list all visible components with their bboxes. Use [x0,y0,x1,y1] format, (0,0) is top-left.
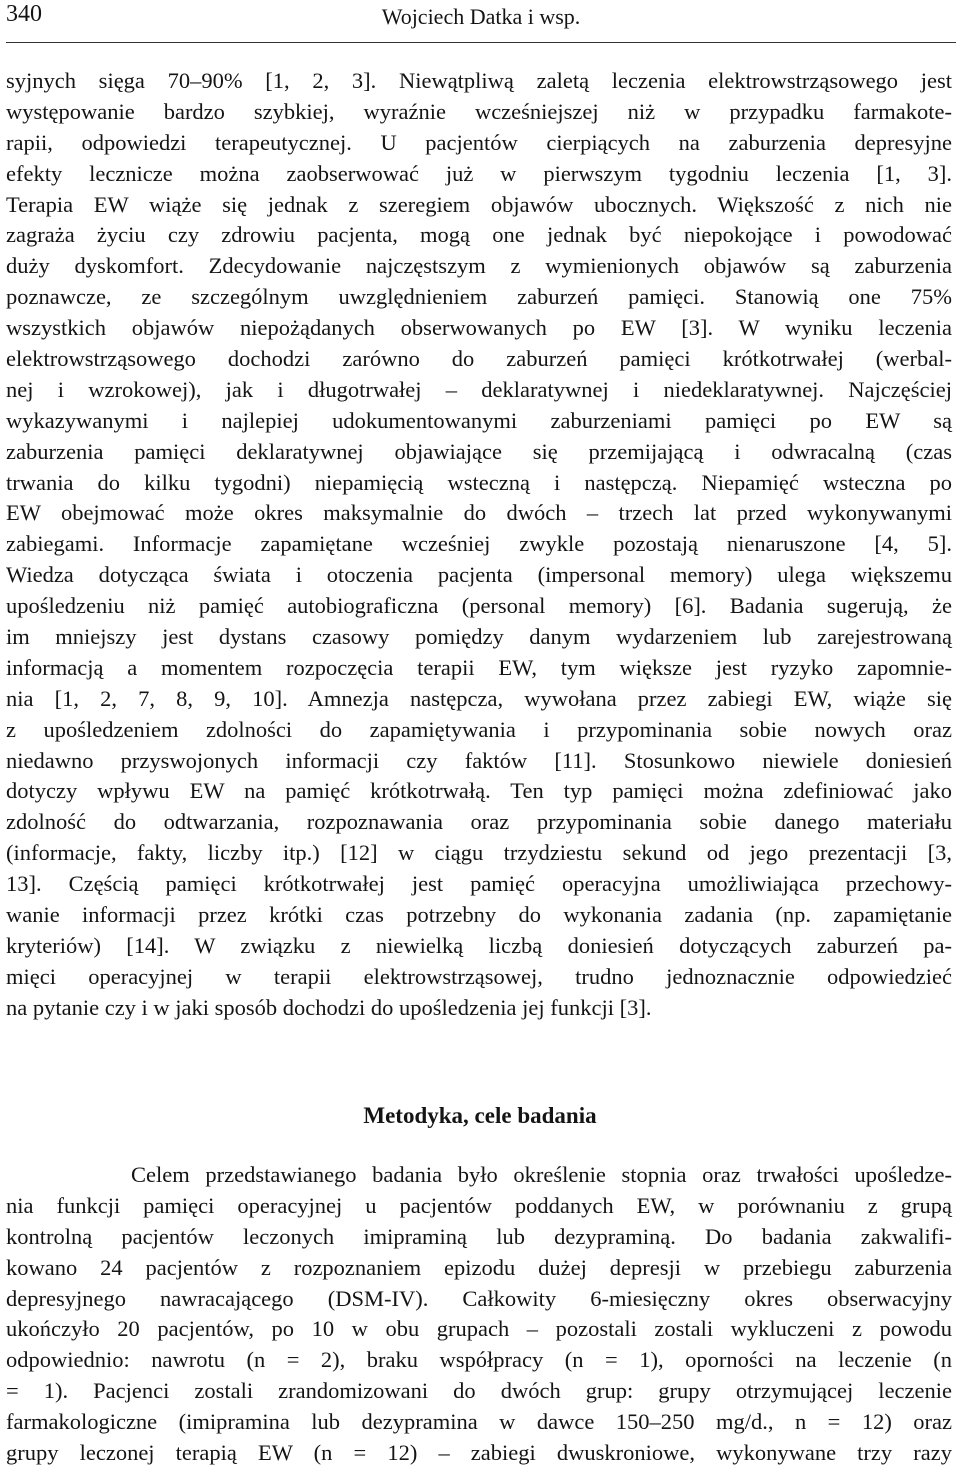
text-line: ukończyło 20 pacjentów, po 10 w obu grupach – pozostali zostali wykluczeni z powodu [6,1316,952,1342]
text-line: odpowiednio: nawrotu (n = 2), braku współpracy (n = 1), oporności na leczenie (n [6,1347,952,1373]
text-line: nia [1, 2, 7, 8, 9, 10]. Amnezja następcza, wywołana przez zabiegi EW, wiąże się [6,685,952,711]
text-line: efekty lecznicze można zaobserwować już w pierwszym tygodniu leczenia [1, 3]. [6,160,952,186]
text-line: depresyjnego nawracającego (DSM-IV). Całkowity 6-miesięczny okres obserwacyjny [6,1285,952,1311]
text-line: Celem przedstawianego badania było określenie stopnia oraz trwałości upośledze- [6,1162,952,1187]
text-line: trwania do kilku tygodni) niepamięcią wsteczną i następczą. Niepamięć wsteczna po [6,469,952,495]
text-line: 13]. Częścią pamięci krótkotrwałej jest pamięć operacyjna umożliwiająca przechowy- [6,871,952,897]
text-line: nia funkcji pamięci operacyjnej u pacjentów poddanych EW, w porównaniu z grupą [6,1192,952,1218]
text-line: im mniejszy jest dystans czasowy pomiędzy danym wydarzeniem lub zarejestrowaną [6,624,952,650]
text-line: kowano 24 pacjentów z rozpoznaniem epizodu dużej depresji w przebiegu zaburzenia [6,1254,952,1280]
text-line: niedawno przyswojonych informacji czy faktów [11]. Stosunkowo niewiele doniesień [6,747,952,773]
text-line: informacją a momentem rozpoczęcia terapii EW, tym większe jest ryzyko zapomnie- [6,654,952,680]
text-line: farmakologiczne (imipramina lub dezypramina w dawce 150–250 mg/d., n = 12) oraz [6,1409,952,1435]
text-line: EW obejmować może okres maksymalnie do dwóch – trzech lat przed wykonywanymi [6,500,952,526]
text-line: wanie informacji przez krótki czas potrzebny do wykonania zadania (np. zapamiętanie [6,902,952,928]
text-line: występowanie bardzo szybkiej, wyraźnie wcześniejszej niż w przypadku farmakote- [6,98,952,124]
text-line: Terapia EW wiąże się jednak z szeregiem objawów ubocznych. Większość z nich nie [6,191,952,217]
page-number: 340 [6,1,42,27]
body-paragraph-ect-memory [6,66,952,1024]
text-line: upośledzeniu niż pamięć autobiograficzna (personal memory) [6]. Badania sugerują, że [6,593,952,619]
text-line: syjnych sięga 70–90% [1, 2, 3]. Niewątpliwą zaletą leczenia elektrowstrząsowego jest [6,68,952,93]
text-line: elektrowstrząsowego dochodzi zarówno do zaburzeń pamięci krótkotrwałej (werbal- [6,346,952,372]
text-line: grupy leczonej terapią EW (n = 12) – zabiegi dwuskroniowe, wykonywane trzy razy [6,1440,952,1466]
text-line: dotyczy wpływu EW na pamięć krótkotrwałą. Ten typ pamięci można zdefiniować jako [6,778,952,804]
text-line: zdolność do odtwarzania, rozpoznawania oraz przypominania sobie danego materiału [6,809,952,835]
text-line: zaburzenia pamięci deklaratywnej objawiające się przemijającą i odwracalną (czas [6,438,952,464]
text-line: nej i wzrokowej), jak i długotrwałej – deklaratywnej i niedeklaratywnej. Najczęściej [6,376,952,402]
text-line: z upośledzeniem zdolności do zapamiętywania i przypominania sobie nowych oraz [6,716,952,742]
text-line: duży dyskomfort. Zdecydowanie najczęstszym z wymienionych objawów są zaburzenia [6,253,952,279]
text-line: rapii, odpowiedzi terapeutycznej. U pacjentów cierpiących na zaburzenia depresyjne [6,129,952,155]
body-paragraph-methods [6,1160,952,1469]
text-line: zabiegami. Informacje zapamiętane wcześniej zwykle pozostają nienaruszone [4, 5]. [6,531,952,557]
text-line: mięci operacyjnej w terapii elektrowstrząsowej, trudno jednoznacznie odpowiedzieć [6,963,952,989]
running-head-authors: Wojciech Datka i wsp. [381,4,581,29]
page-header [6,0,956,43]
section-heading: Metodyka, cele badania [363,1103,597,1128]
text-line: Wiedza dotycząca świata i otoczenia pacjenta (impersonal memory) ulega większemu [6,562,952,588]
text-line: kontrolną pacjentów leczonych imipraminą lub dezypraminą. Do badania zakwalifi- [6,1223,952,1249]
text-line: na pytanie czy i w jaki sposób dochodzi do upośledzenia jej funkcji [3]. [6,994,652,1020]
text-line: wykazywanymi i najlepiej udokumentowanymi zaburzeniami pamięci po EW są [6,407,952,433]
text-line: = 1). Pacjenci zostali zrandomizowani do dwóch grup: grupy otrzymującej leczenie [6,1378,952,1404]
text-line: poznawcze, ze szczególnym uwzględnieniem zaburzeń pamięci. Stanowią one 75% [6,284,952,310]
text-line: wszystkich objawów niepożądanych obserwowanych po EW [3]. W wyniku leczenia [6,315,952,341]
text-line: (informacje, fakty, liczby itp.) [12] w ciągu trzydziestu sekund od jego prezentacji [3, [6,840,952,866]
text-line: zagraża życiu czy zdrowiu pacjenta, mogą one jednak być niepokojące i powodować [6,222,952,248]
text-line: kryteriów) [14]. W związku z niewielką liczbą doniesień dotyczących zaburzeń pa- [6,932,952,958]
